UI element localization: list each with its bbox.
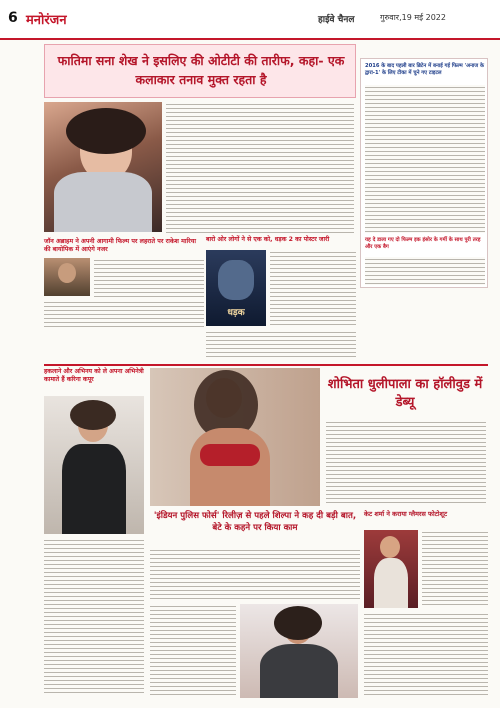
lead-article-text (166, 102, 354, 234)
left-column-story (44, 368, 144, 698)
section-title: मनोरंजन (26, 13, 67, 28)
center-text-2 (206, 330, 356, 360)
center-headline: बारो ओर लोगों ने से एक को, धड़क 2 का पोस्टर जारी (206, 236, 330, 243)
page-header (0, 0, 500, 40)
left-column-text (44, 538, 144, 696)
kat-text-1 (422, 530, 488, 608)
right-top-subheadline: यह दे डाला गए दो फिल्म इक इंसोर के गर्मी के साथ पुरी तरह और एक बैग (365, 237, 481, 250)
masthead: हाईवे चैनल (318, 15, 355, 25)
shilpa-photo (240, 604, 358, 698)
right-top-text (365, 85, 485, 233)
kat-photo (364, 530, 418, 608)
sobhita-text (326, 420, 486, 506)
page-number: 6 (8, 10, 18, 26)
kat-story (364, 510, 488, 700)
shilpa-text-2 (150, 604, 236, 698)
shilpa-headline: 'इंडियन पुलिस फोर्स' रिलीज़ से पहले शिल्पा ने कह दी बड़ी बात, बेटे के कहने पर किया काम (153, 511, 357, 533)
center-text-1 (270, 250, 356, 328)
poster-title: धड़क (227, 308, 245, 318)
shilpa-text-1 (150, 548, 360, 602)
right-top-headline: 2016 के बाद पहली बार ब्रिटेन में बनाई गई फिल्म 'अनाज के द्वारा-1' के लिए टीका में चुने गए टाइटल (365, 63, 484, 76)
john-story (44, 238, 204, 330)
left-column-headline: हकलाने और अभिनय को ले अपना अभिनेत्री कामाते हैं करिना कपूर (44, 368, 144, 383)
kat-headline: केट शर्मा ने कराया ग्लैमरस फोटोशूट (364, 510, 448, 518)
lead-photo (44, 102, 162, 232)
section-divider (44, 364, 488, 366)
poster-photo (206, 250, 266, 326)
date-line: गुरुवार,19 मई 2022 (380, 13, 446, 22)
sobhita-feature (150, 368, 488, 508)
kat-text-2 (364, 612, 488, 698)
lead-headline: फातिमा सना शेख ने इसलिए की ओटीटी की तारीफ, कहा- एक कलाकार तनाव मुक्त रहता है (57, 53, 345, 87)
kareena-photo (44, 396, 144, 534)
sobhita-photo (150, 368, 320, 506)
john-headline: जॉन अब्राहम ने अपनी आगामी फिल्म पर लहराते पर राकेश मारिया की बायोपिक में आएंगे नजर (44, 238, 197, 253)
lead-headline-box (44, 44, 356, 98)
right-top-subtext (365, 257, 485, 285)
john-photo (44, 258, 90, 296)
shilpa-story (150, 510, 360, 700)
center-story (206, 236, 356, 362)
john-text-1 (94, 258, 204, 298)
right-top-column (360, 58, 488, 288)
sobhita-headline: शोभिता धुलीपाला का हॉलीवुड में डेब्यू (327, 377, 483, 410)
john-text-2 (44, 300, 204, 330)
